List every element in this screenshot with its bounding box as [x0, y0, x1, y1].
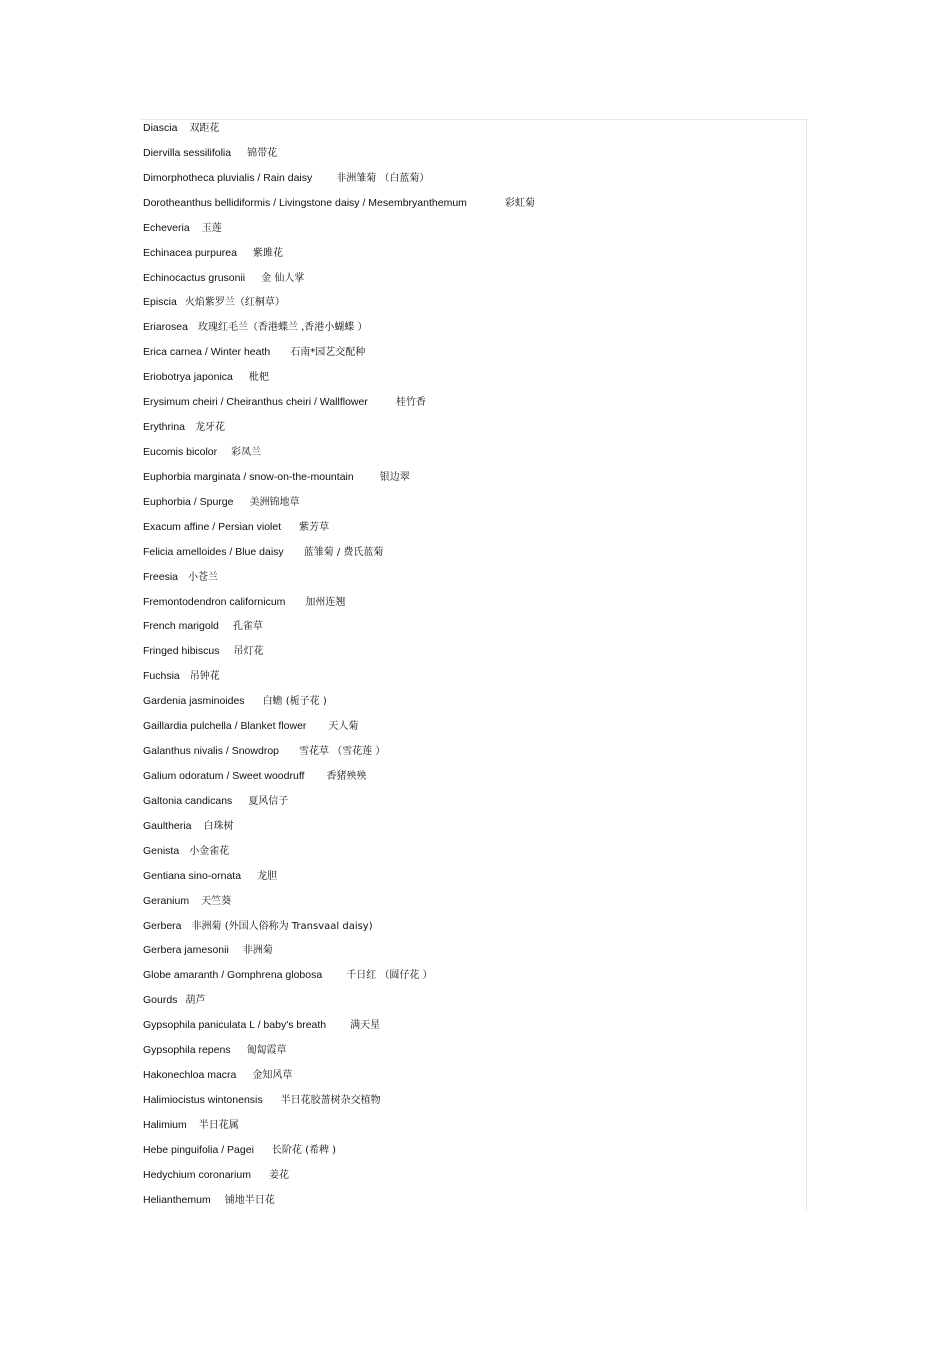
chinese-name: 姜花: [268, 1169, 289, 1181]
latin-name: Halimiocistus wintonensis: [143, 1093, 263, 1106]
latin-name: Exacum affine / Persian violet: [143, 520, 282, 533]
plant-entry: [143, 644, 535, 669]
plant-entry: [143, 470, 535, 495]
latin-name: Gerbera jamesonii: [143, 944, 229, 957]
chinese-name: 长阶花 (希稗 ): [271, 1144, 337, 1156]
chinese-name: 蓝雏菊 / 费氏蓝菊: [303, 546, 384, 558]
plant-entry: [143, 619, 535, 644]
plant-entry: [143, 320, 535, 345]
plant-entry: [143, 1168, 535, 1193]
chinese-name: 葫芦: [185, 995, 206, 1007]
chinese-name: 小苍兰: [188, 571, 219, 583]
plant-entry: [143, 246, 535, 271]
chinese-name: 银边翠: [379, 471, 410, 483]
chinese-name: 锦带花: [247, 147, 278, 159]
plant-entry: [143, 869, 535, 894]
plant-entry: [143, 121, 535, 146]
chinese-name: 彩凤兰: [231, 446, 262, 458]
chinese-name: 美洲锦地草: [249, 496, 300, 508]
latin-name: Erysimum cheiri / Cheiranthus cheiri / Wallflower: [143, 396, 368, 409]
plant-entry: [143, 744, 535, 769]
latin-name: Erica carnea / Winter heath: [143, 346, 271, 359]
chinese-name: 非洲菊 (外国人俗称为 Transvaal daisy): [191, 920, 373, 932]
plant-entry: [143, 271, 535, 296]
chinese-name: 玫瑰红毛兰（香港蝶兰 ,香港小蝴蝶 ）: [197, 322, 368, 334]
latin-name: Gentiana sino-ornata: [143, 869, 242, 882]
plant-entry: [143, 595, 535, 620]
chinese-name: 双距花: [189, 123, 220, 134]
latin-name: Felicia amelloides / Blue daisy: [143, 545, 284, 558]
plant-entry: [143, 295, 535, 320]
chinese-name: 金 仙人掌: [261, 272, 305, 284]
plant-entry: [143, 445, 535, 470]
plant-entry: [143, 545, 535, 570]
latin-name: Fringed hibiscus: [143, 645, 220, 658]
latin-name: Euphorbia marginata / snow-on-the-mountain: [143, 470, 354, 483]
latin-name: Echinacea purpurea: [143, 246, 237, 259]
chinese-name: 金知风草: [252, 1070, 293, 1082]
latin-name: Geranium: [143, 894, 190, 907]
chinese-name: 非洲雏菊 （白蓝菊）: [336, 172, 430, 184]
plant-entry: [143, 196, 535, 221]
chinese-name: 玉莲: [201, 222, 222, 234]
latin-name: Diervilla sessilifolia: [143, 146, 232, 159]
latin-name: Hedychium coronarium: [143, 1168, 251, 1181]
latin-name: Gardenia jasminoides: [143, 695, 245, 708]
plant-entry: [143, 894, 535, 919]
latin-name: Galium odoratum / Sweet woodruff: [143, 769, 305, 782]
plant-entry: [143, 1068, 535, 1093]
chinese-name: 加州连翘: [305, 596, 346, 608]
plant-entry: [143, 370, 535, 395]
latin-name: Globe amaranth / Gomphrena globosa: [143, 969, 323, 982]
latin-name: Gypsophila repens: [143, 1044, 231, 1057]
plant-entry: [143, 221, 535, 246]
chinese-name: 天人菊: [328, 721, 359, 733]
chinese-name: 非洲菊: [242, 945, 273, 957]
chinese-name: 紫芳草: [299, 521, 330, 533]
chinese-name: 龙胆: [257, 870, 278, 882]
chinese-name: 满天星: [350, 1020, 381, 1032]
plant-entry: [143, 968, 535, 993]
plant-entry: [143, 669, 535, 694]
chinese-name: 龙牙花: [195, 422, 226, 434]
latin-name: Echeveria: [143, 221, 190, 234]
plant-entry: [143, 495, 535, 520]
plant-entry: [143, 1143, 535, 1168]
chinese-name: 半日花胶蔷树杂交植物: [280, 1094, 381, 1106]
plant-entry: [143, 1193, 535, 1218]
plant-entry: [143, 1018, 535, 1043]
latin-name: Freesia: [143, 570, 179, 583]
chinese-name: 千日红 （圆仔花 ）: [346, 970, 433, 982]
latin-name: Eriobotrya japonica: [143, 371, 233, 384]
plant-entry: [143, 520, 535, 545]
chinese-name: 香猪殃殃: [326, 770, 367, 782]
plant-entry: [143, 919, 535, 944]
chinese-name: 白珠树: [203, 820, 234, 832]
latin-name: Gaultheria: [143, 819, 192, 832]
chinese-name: 石南*园艺交配种: [290, 347, 366, 359]
plant-entry: [143, 694, 535, 719]
plant-entry: [143, 993, 535, 1018]
latin-name: Fremontodendron californicum: [143, 595, 286, 608]
latin-name: Galtonia candicans: [143, 794, 233, 807]
plant-entry: [143, 171, 535, 196]
plant-entry: [143, 769, 535, 794]
latin-name: Eucomis bicolor: [143, 445, 218, 458]
plant-entry: [143, 819, 535, 844]
plant-entry: [143, 420, 535, 445]
plant-entry: [143, 395, 535, 420]
chinese-name: 小金雀花: [189, 845, 230, 857]
plant-entry: [143, 1043, 535, 1068]
chinese-name: 桂竹香: [395, 397, 426, 409]
chinese-name: 天竺葵: [201, 895, 232, 907]
latin-name: Galanthus nivalis / Snowdrop: [143, 745, 279, 758]
latin-name: Fuchsia: [143, 670, 180, 683]
chinese-name: 白蟾 (栀子花 ): [262, 696, 327, 708]
chinese-name: 紫雎花: [252, 247, 283, 259]
chinese-name: 半日花属: [198, 1119, 239, 1131]
latin-name: Helianthemum: [143, 1193, 211, 1206]
latin-name: French marigold: [143, 620, 219, 633]
plant-entry: [143, 570, 535, 595]
latin-name: Gypsophila paniculata L / baby's breath: [143, 1019, 327, 1032]
plant-entry: [143, 794, 535, 819]
latin-name: Halimium: [143, 1118, 187, 1131]
chinese-name: 匍匐霞草: [246, 1045, 287, 1057]
latin-name: Dimorphotheca pluvialis / Rain daisy: [143, 171, 313, 184]
plant-name-list: [143, 121, 535, 1218]
latin-name: Euphorbia / Spurge: [143, 495, 234, 508]
latin-name: Genista: [143, 844, 180, 857]
latin-name: Gaillardia pulchella / Blanket flower: [143, 720, 307, 733]
latin-name: Diascia: [143, 122, 178, 134]
latin-name: Eriarosea: [143, 321, 188, 334]
chinese-name: 彩虹菊: [504, 197, 535, 209]
latin-name: Hakonechloa macra: [143, 1069, 237, 1082]
latin-name: Echinocactus grusonii: [143, 271, 246, 284]
chinese-name: 吊钟花: [189, 671, 220, 683]
plant-entry: [143, 146, 535, 171]
chinese-name: 孔雀草: [232, 621, 263, 633]
latin-name: Dorotheanthus bellidiformis / Livingstone daisy / Mesembryanthemum: [143, 196, 467, 209]
chinese-name: 夏风信子: [248, 795, 289, 807]
latin-name: Episcia: [143, 296, 177, 309]
latin-name: Erythrina: [143, 421, 186, 434]
chinese-name: 火焰紫罗兰（红桐草）: [184, 297, 285, 309]
plant-entry: [143, 844, 535, 869]
chinese-name: 铺地半日花: [224, 1194, 275, 1206]
latin-name: Hebe pinguifolia / Pagei: [143, 1143, 254, 1156]
chinese-name: 枇杷: [248, 372, 269, 384]
plant-entry: [143, 1118, 535, 1143]
plant-entry: [143, 345, 535, 370]
plant-entry: [143, 1093, 535, 1118]
latin-name: Gourds: [143, 994, 178, 1007]
chinese-name: 雪花草 （雪花莲 ）: [299, 746, 386, 758]
plant-entry: [143, 719, 535, 744]
chinese-name: 吊灯花: [233, 646, 264, 658]
latin-name: Gerbera: [143, 919, 182, 932]
plant-entry: [143, 943, 535, 968]
